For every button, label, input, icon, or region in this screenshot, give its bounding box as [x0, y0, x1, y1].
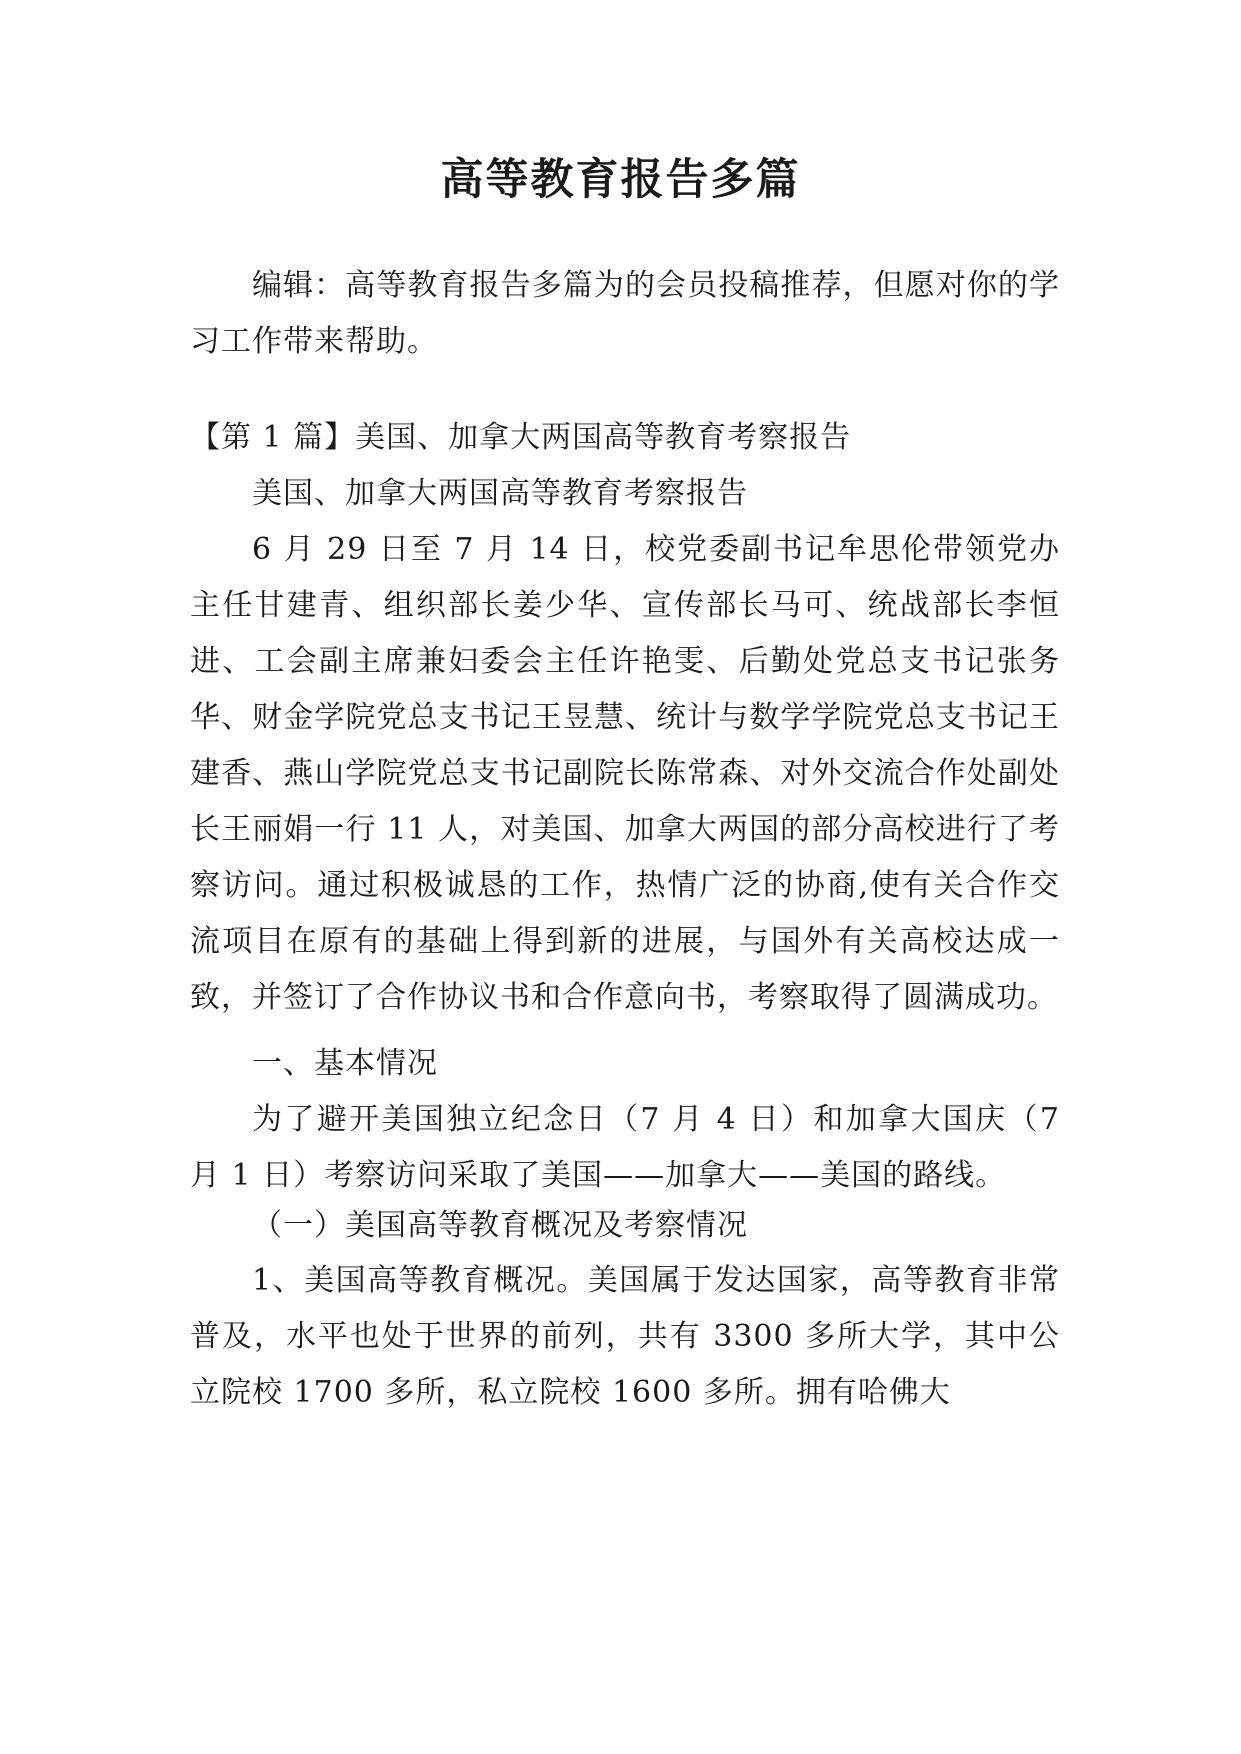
document-title: 高等教育报告多篇 — [440, 155, 801, 205]
heading-us-overview: （一）美国高等教育概况及考察情况 — [252, 1208, 748, 1243]
heading-basic-situation: 一、基本情况 — [252, 1046, 438, 1081]
body-paragraph-3: 1、美国高等教育概况。美国属于发达国家，高等教育非常普及，水平也处于世界的前列，共有 3300 多所大学，其中公立院校 1700 多所，私立院校 1600 多所。拥有哈佛大 — [190, 1263, 1060, 1410]
body-paragraph-1: 6 月 29 日至 7 月 14 日，校党委副书记牟思伦带领党办主任甘建青、组织部长姜少华、宣传部长马可、统战部长李恒进、工会副主席兼妇委会主任许艳雯、后勤处党总支书记张务华、财金学院党总支书记王昱慧、统计与数学学院党总支书记王建香、燕山学院党总支书记副院长陈常森、对外交流合作处副处长王丽娟一行 11 人，对美国、加拿大两国的部分高校进行了考察访问。通过积极诚恳的工作，热情广泛的协商,使有关合作交流项目在原有的基础上得到新的进展，与国外有关高校达成一致，并签订了合作协议书和合作意向书，考察取得了圆满成功。 — [190, 532, 1060, 1015]
body-paragraph-2: 为了避开美国独立纪念日（7 月 4 日）和加拿大国庆（7 月 1 日）考察访问采取了美国——加拿大——美国的路线。 — [190, 1102, 1060, 1193]
section-heading: 【第 1 篇】美国、加拿大两国高等教育考察报告 — [190, 420, 852, 455]
article-subtitle: 美国、加拿大两国高等教育考察报告 — [252, 476, 748, 511]
intro-paragraph: 编辑：高等教育报告多篇为的会员投稿推荐，但愿对你的学习工作带来帮助。 — [190, 268, 1060, 359]
